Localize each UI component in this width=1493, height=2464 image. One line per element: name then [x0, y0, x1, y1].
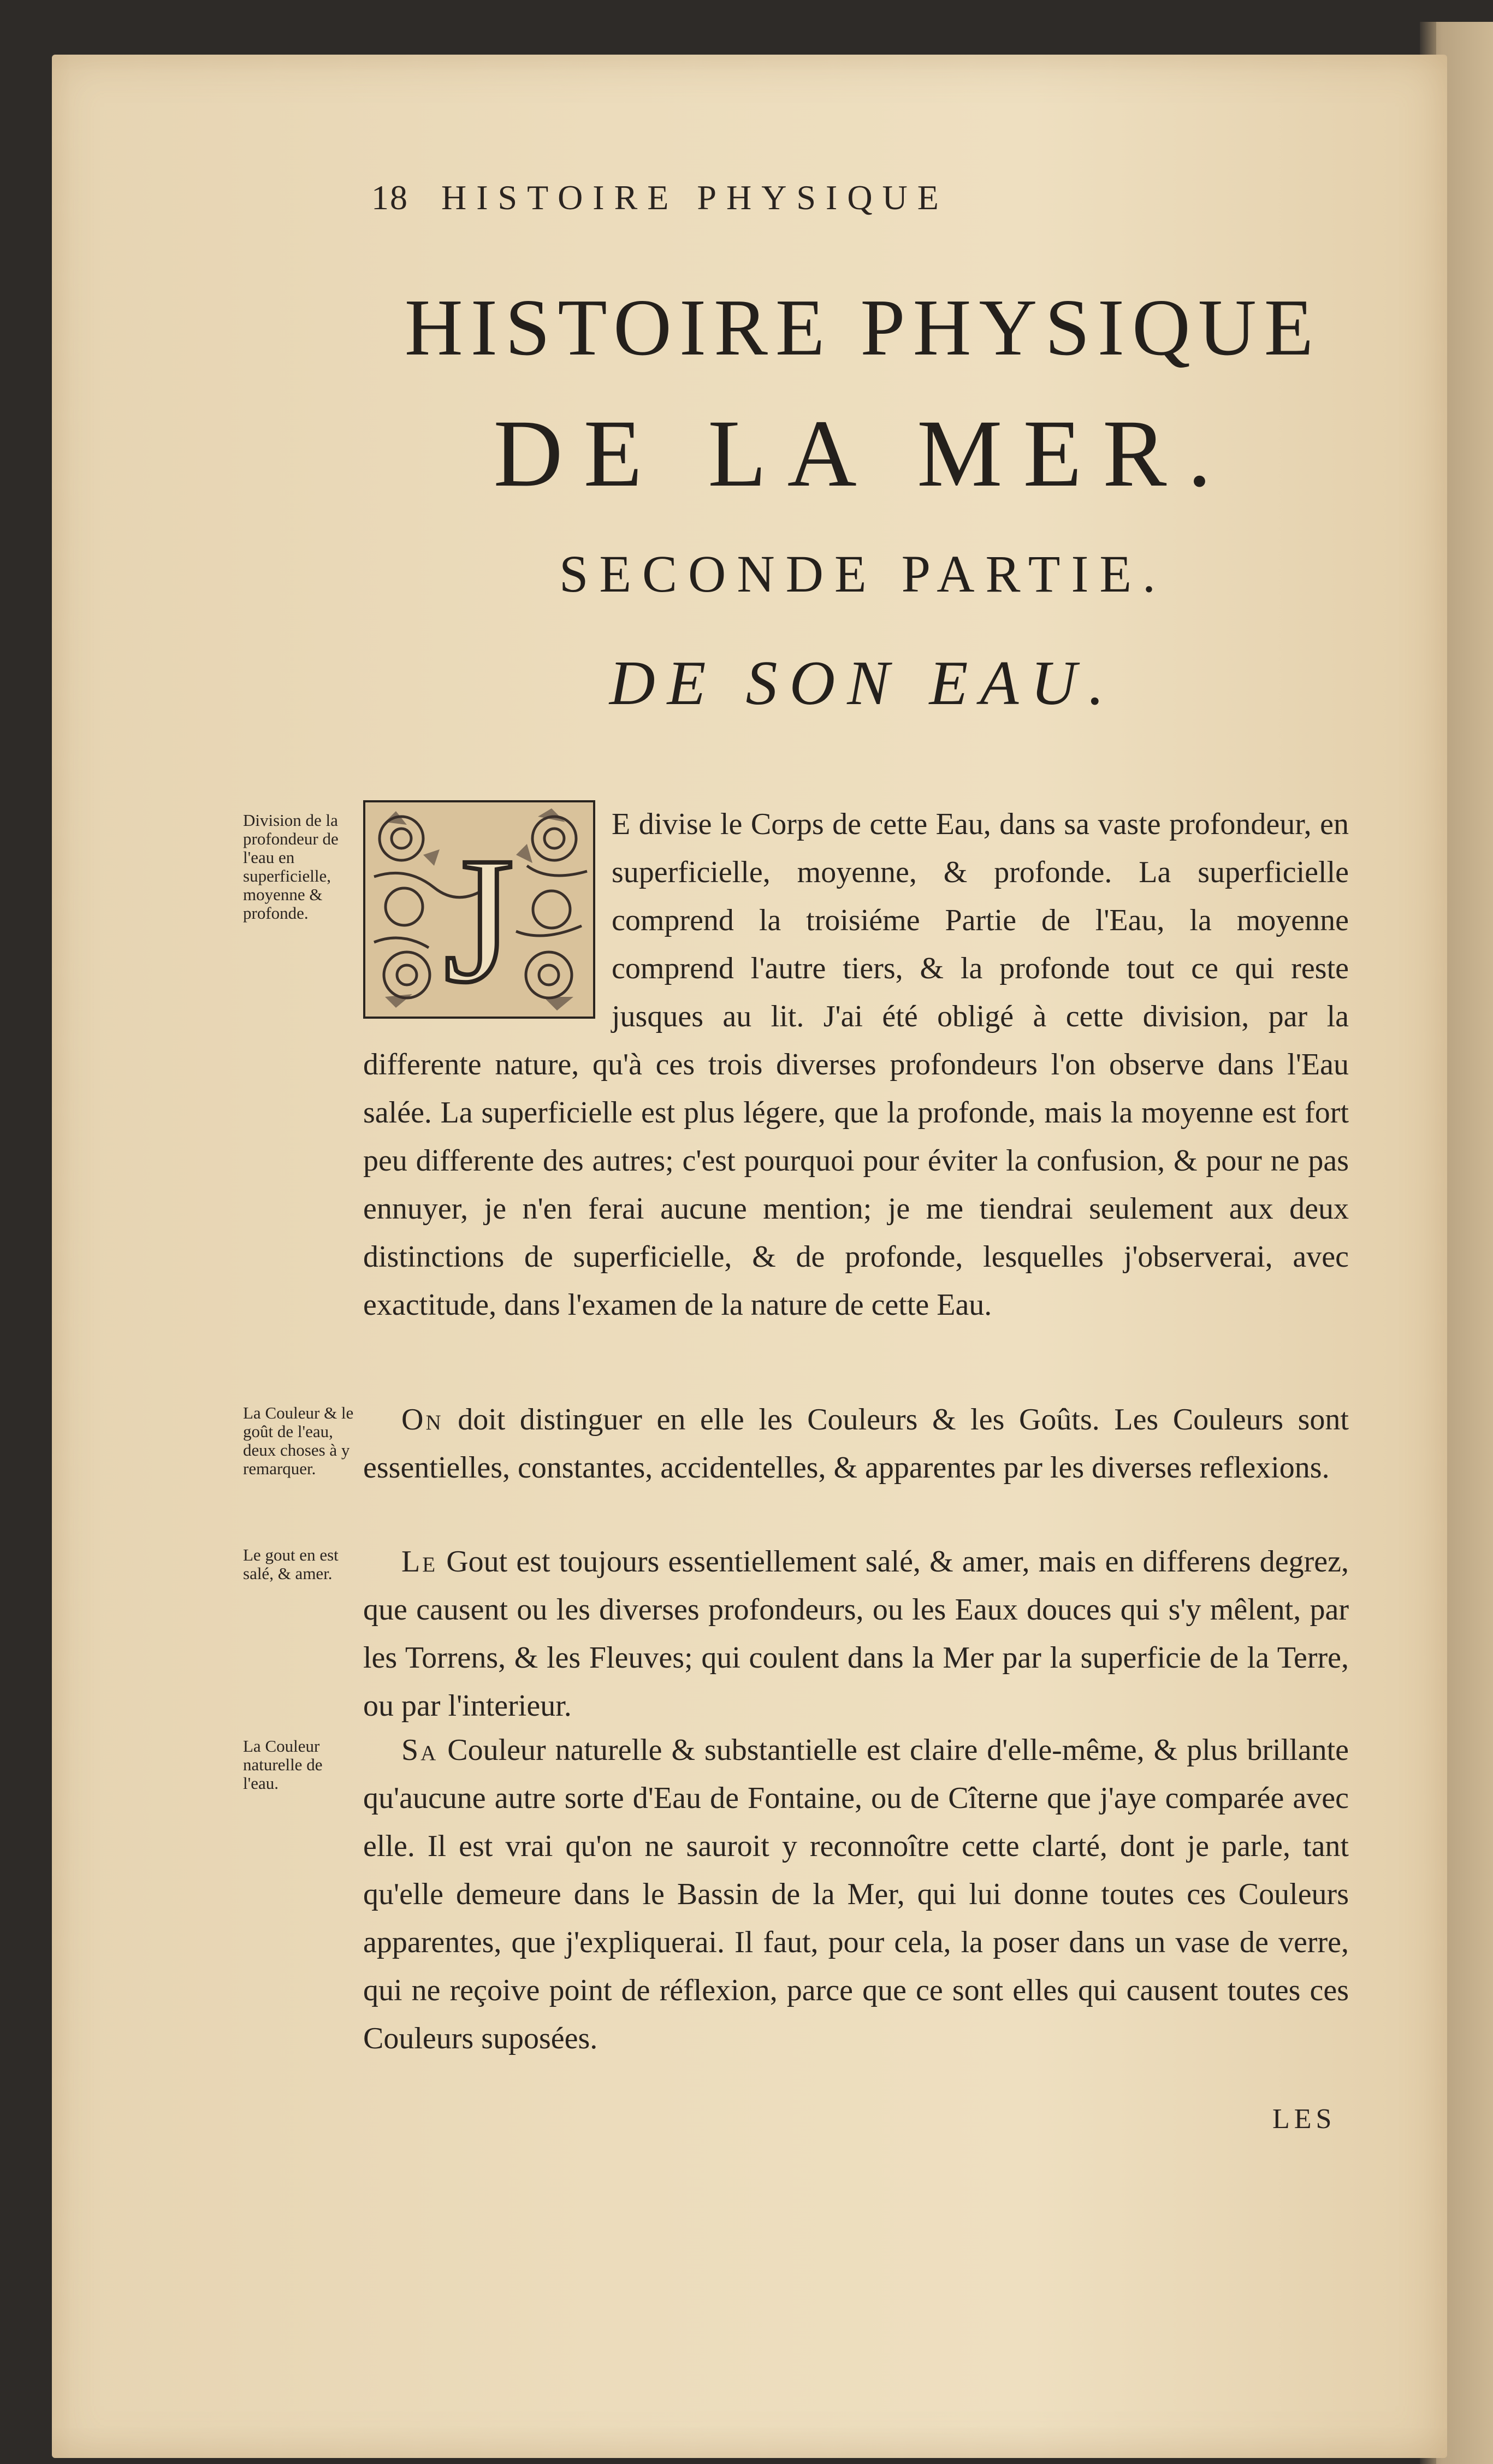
marginal-note-1: Division de la profondeur de l'eau en superficielle, moyenne & profonde. [243, 811, 339, 923]
paragraph-2-text: doit distinguer en elle les Couleurs & les Goûts. Les Couleurs sont essentielles, constantes, accidentelles, & apparentes par les diverses reflexions. [363, 1403, 1349, 1485]
paragraph-1-text: E divise le Corps de cette Eau, dans sa vaste profondeur, en superficielle, moyenne, & profonde. La superficielle comprend la troisiéme Partie de l'Eau, la moyenne comprend l'autre tiers, & la profonde tout ce qui reste jusques au lit. J'ai été obligé à cette division, par la differente nature, qu'à ces trois diverses profondeurs l'on observe dans l'Eau salée. La superficielle est plus légere, que la profonde, mais la moyenne est fort peu differente des autres; c'est pourquoi pour éviter la confusion, & pour ne pas ennuyer, je n'en ferai aucune mention; je me tiendrai seulement aux deux distinctions de superficielle, & de profonde, lesquelles j'observerai, avec exactitude, dans l'examen de la nature de cette Eau. [363, 807, 1349, 1322]
paragraph-2 [363, 1396, 1349, 1492]
paragraph-3-lead: Le [401, 1545, 438, 1579]
paragraph-3-text: Gout est toujours essentiellement salé, & amer, mais en differens degrez, que causent ou les diverses profondeurs, ou les Eaux douces qui s'y mêlent, par les Torrens, & les Fleuves; qui coulent dans la Mer par la superficie de la Terre, ou par l'interieur. [363, 1545, 1349, 1723]
title-line-2: DE LA MER. [493, 400, 1233, 507]
catchword: LES [1272, 2103, 1336, 2135]
paragraph-2-lead: On [401, 1403, 443, 1437]
marginal-note-2: La Couleur & le goût de l'eau, deux choses à y remarquer. [243, 1403, 354, 1478]
title-line-4: DE SON EAU. [609, 648, 1117, 718]
marginal-note-3: Le gout en est salé, & amer. [243, 1545, 339, 1583]
paragraph-4-lead: Sa [401, 1733, 439, 1767]
svg-text:J: J [443, 820, 514, 1019]
paragraph-1 [363, 800, 1349, 1329]
paragraph-3 [363, 1538, 1349, 1730]
paragraph-4-text: Couleur naturelle & substantielle est claire d'elle-même, & plus brillante qu'aucune autre sorte d'Eau de Fontaine, ou de Cîterne que j'aye comparée avec elle. Il est vrai qu'on ne sauroit y reconnoître cette clarté, dont je parle, tant qu'elle demeure dans le Bassin de la Mer, qui lui donne toutes ces Couleurs apparentes, que j'expliquerai. Il faut, pour cela, la poser dans un vase de verre, qui ne reçoive point de réflexion, parce que ce sont elles qui causent toutes ces Couleurs suposées. [363, 1733, 1349, 2055]
title-line-1: HISTOIRE PHYSIQUE [404, 283, 1322, 373]
paragraph-4 [363, 1726, 1349, 2063]
decorated-initial [363, 800, 595, 1019]
title-line-3: SECONDE PARTIE. [559, 545, 1167, 603]
foliage-ornament-icon [363, 800, 595, 1019]
page-number: 18 [371, 178, 408, 217]
marginal-note-4: La Couleur naturelle de l'eau. [243, 1736, 323, 1793]
running-head [371, 178, 1354, 218]
running-head-title: HISTOIRE PHYSIQUE [441, 178, 949, 217]
